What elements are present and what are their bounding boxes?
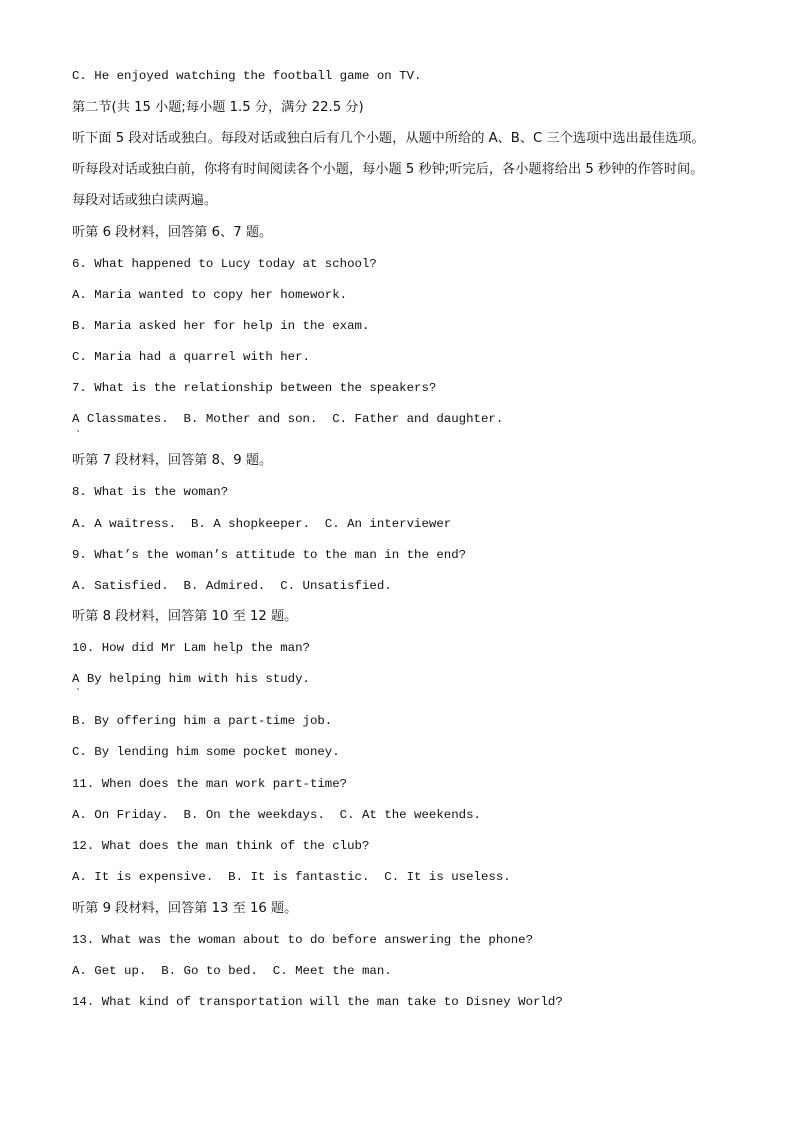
instruction-line: 每段对话或独白读两遍。 xyxy=(72,193,218,208)
stray-mark: ` xyxy=(76,688,81,699)
option-line: A. Get up. B. Go to bed. C. Meet the man. xyxy=(72,964,392,978)
option-line: A. Satisfied. B. Admired. C. Unsatisfied. xyxy=(72,579,392,593)
option-line: A. On Friday. B. On the weekdays. C. At the weekends. xyxy=(72,808,481,822)
material-heading: 听第 6 段材料，回答第 6、7 题。 xyxy=(72,225,273,240)
question-line: 6. What happened to Lucy today at school? xyxy=(72,257,377,271)
option-line: A. A waitress. B. A shopkeeper. C. An interviewer xyxy=(72,517,452,531)
question-line: 12. What does the man think of the club? xyxy=(72,839,370,853)
question-line: 7. What is the relationship between the speakers? xyxy=(72,381,437,395)
material-heading: 听第 8 段材料，回答第 10 至 12 题。 xyxy=(72,609,298,624)
option-line: C. By lending him some pocket money. xyxy=(72,745,340,759)
question-line: 8. What is the woman? xyxy=(72,485,229,499)
question-line: 13. What was the woman about to do before answering the phone? xyxy=(72,933,534,947)
option-line: B. Maria asked her for help in the exam. xyxy=(72,319,370,333)
section-heading: 第二节(共 15 小题;每小题 1.5 分，满分 22.5 分) xyxy=(72,100,364,115)
question-line: 11. When does the man work part-time? xyxy=(72,777,348,791)
question-line: 10. How did Mr Lam help the man? xyxy=(72,641,310,655)
option-line: C. He enjoyed watching the football game on TV. xyxy=(72,69,422,83)
option-line: C. Maria had a quarrel with her. xyxy=(72,350,310,364)
instruction-line: 听每段对话或独白前，你将有时间阅读各个小题，每小题 5 秒钟;听完后，各小题将给出 5 秒钟的作答时间。 xyxy=(72,162,704,177)
material-heading: 听第 7 段材料，回答第 8、9 题。 xyxy=(72,453,273,468)
option-line: A Classmates. B. Mother and son. C. Father and daughter. xyxy=(72,412,504,426)
option-line: B. By offering him a part-time job. xyxy=(72,714,333,728)
question-line: 14. What kind of transportation will the man take to Disney World? xyxy=(72,995,563,1009)
stray-mark: ` xyxy=(76,430,81,441)
option-line: A. It is expensive. B. It is fantastic. C. It is useless. xyxy=(72,870,511,884)
material-heading: 听第 9 段材料，回答第 13 至 16 题。 xyxy=(72,901,298,916)
question-line: 9. What’s the woman’s attitude to the man in the end? xyxy=(72,548,467,562)
option-line: A By helping him with his study. xyxy=(72,672,310,686)
instruction-line: 听下面 5 段对话或独白。每段对话或独白后有几个小题，从题中所给的 A、B、C 三个选项中选出最佳选项。 xyxy=(72,131,705,146)
option-line: A. Maria wanted to copy her homework. xyxy=(72,288,348,302)
